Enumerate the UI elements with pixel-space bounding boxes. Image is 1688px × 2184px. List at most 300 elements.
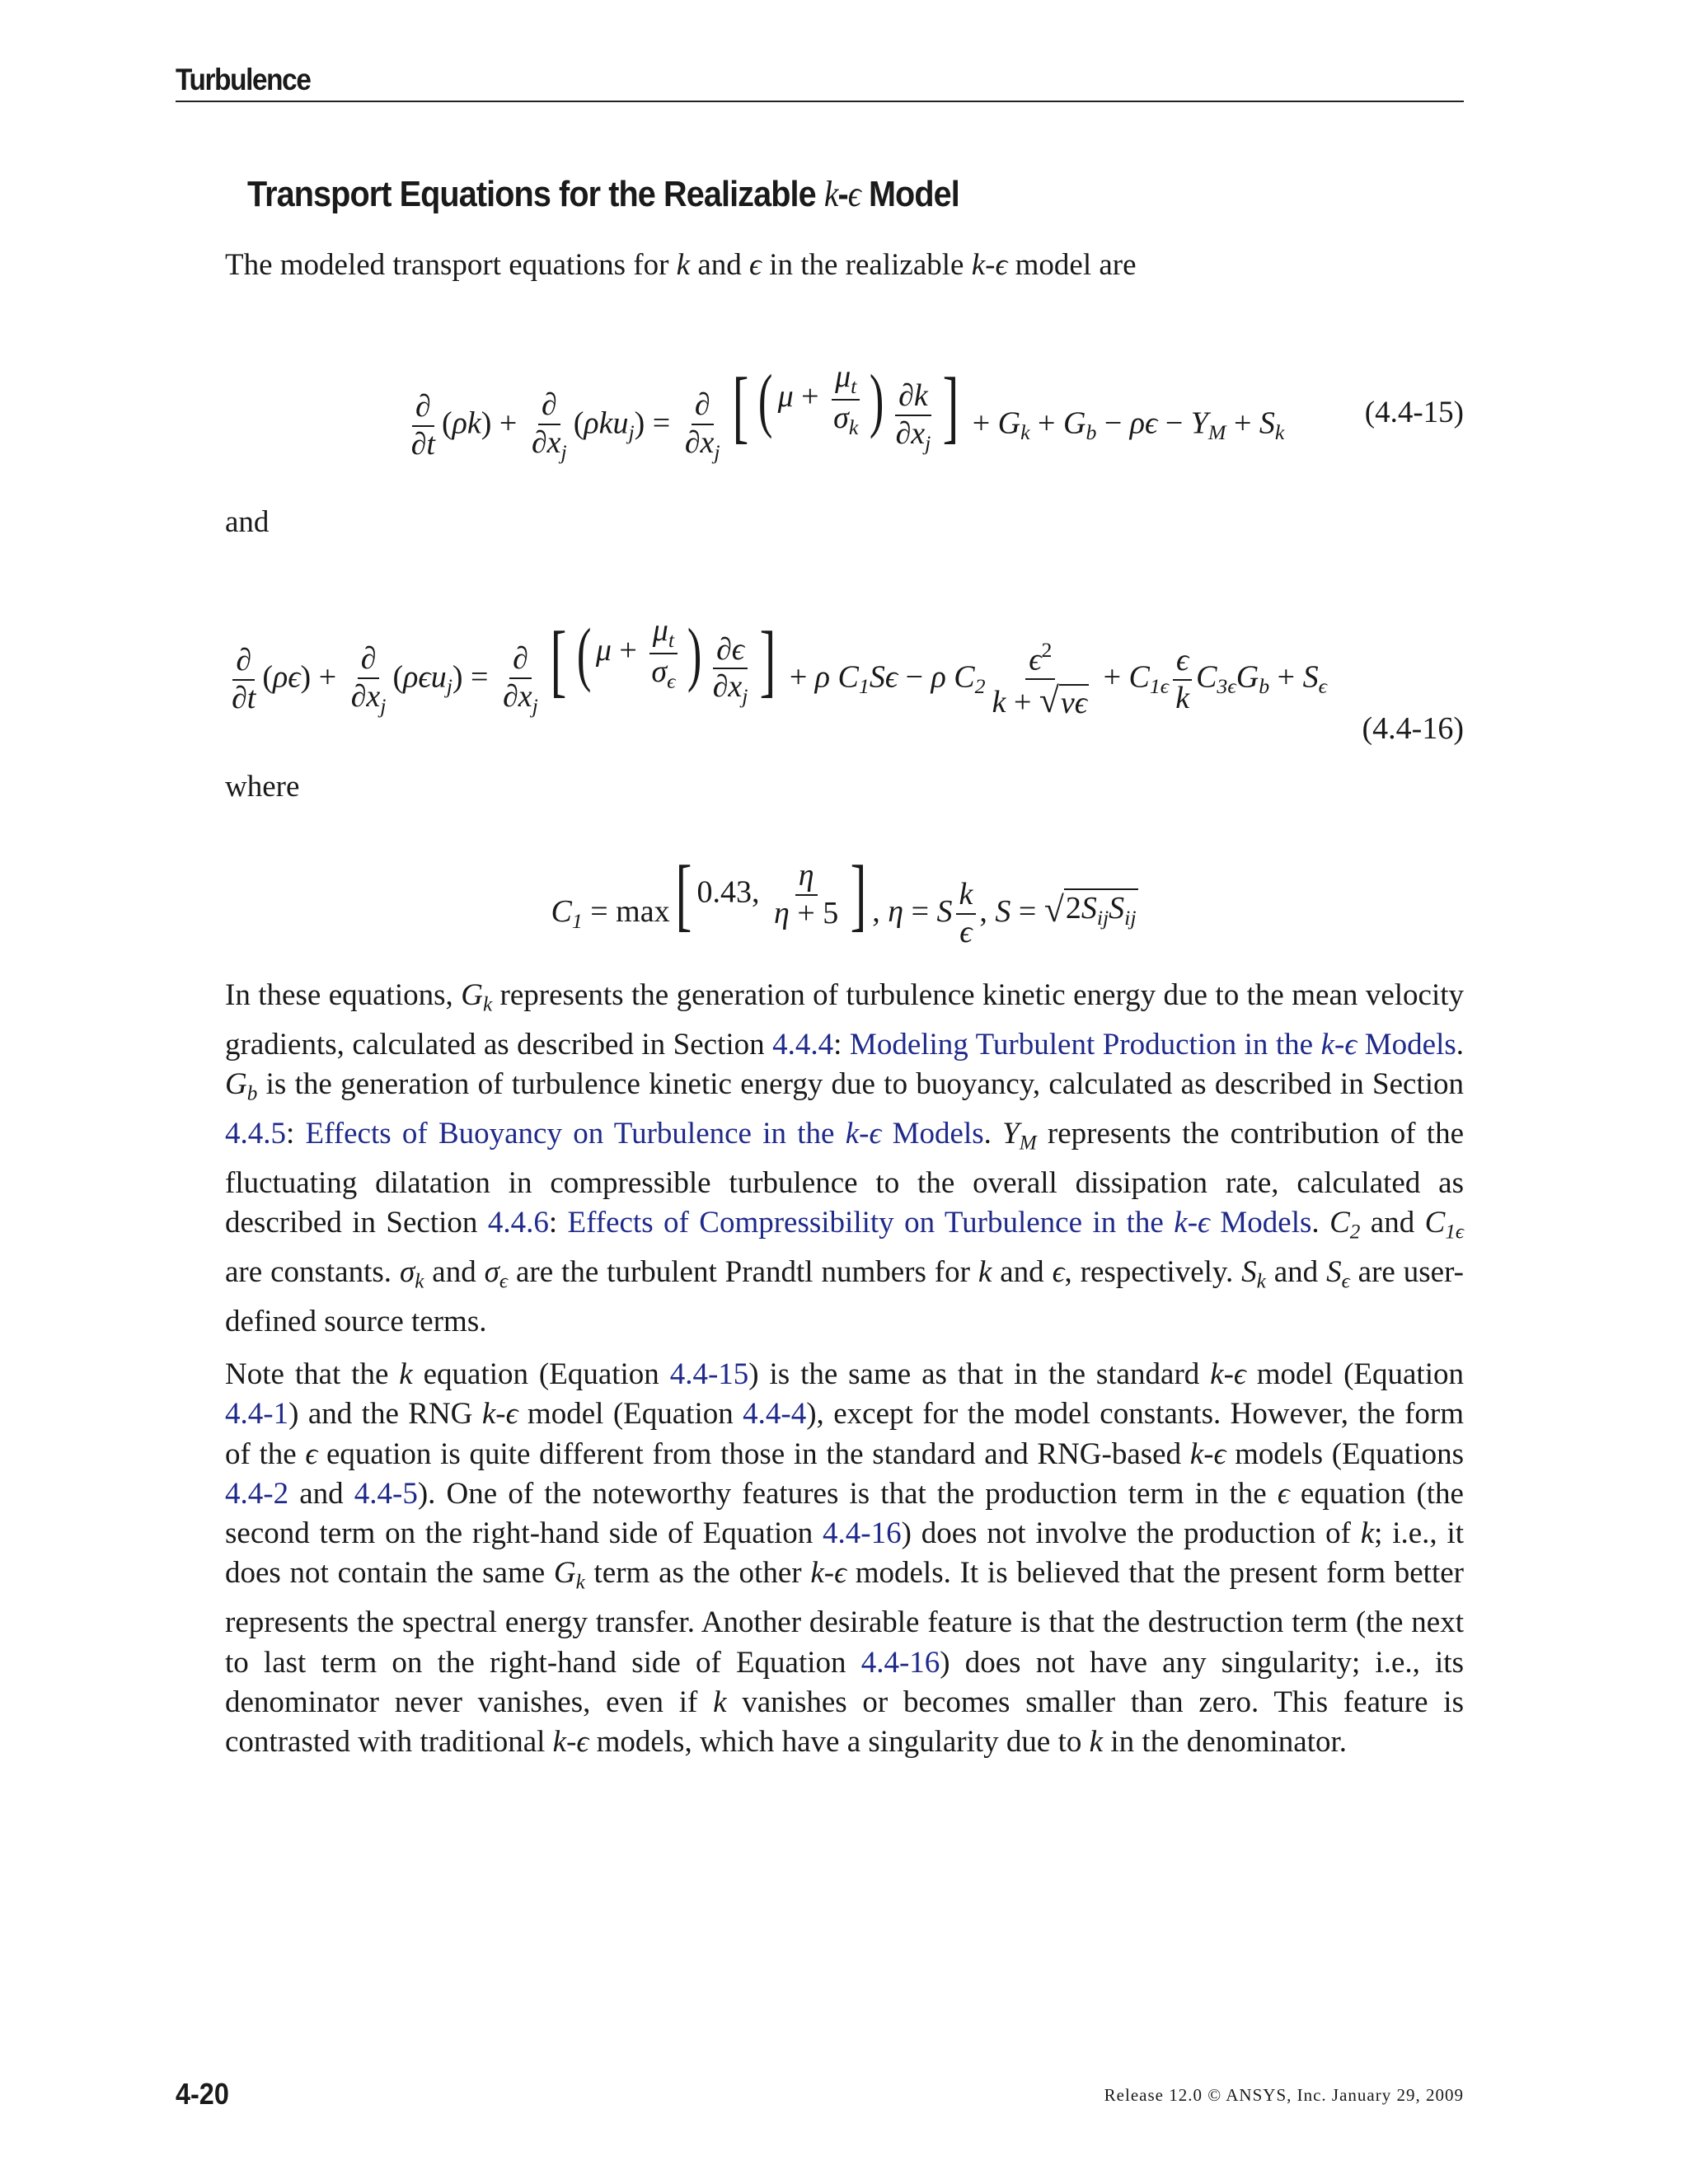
text-run: + — [1226, 405, 1259, 441]
header-rule — [176, 101, 1464, 102]
math-bracket-group — [670, 849, 873, 940]
math-variable: C — [1196, 659, 1217, 695]
fraction-denominator — [528, 425, 570, 464]
math-variable: x — [700, 425, 715, 461]
math-variable: k — [992, 685, 1006, 720]
open-bracket: [ — [732, 361, 748, 452]
math-variable: k — [399, 1357, 413, 1391]
text-run: 4.4.5 — [225, 1116, 286, 1151]
math-variable: ϵ — [1277, 1476, 1290, 1511]
math-subscript: k — [848, 415, 859, 439]
math-subscript: 1 — [858, 674, 870, 699]
text-run: + — [793, 379, 828, 415]
math-variable: σ — [833, 400, 849, 435]
math-variable: η — [888, 893, 904, 929]
cross-reference-link[interactable] — [225, 1397, 288, 1431]
text-run: 4.4-4 — [743, 1397, 807, 1432]
math-variable: S — [1326, 1254, 1342, 1289]
cross-reference-link[interactable] — [823, 1516, 902, 1550]
open-bracket: ( — [758, 359, 773, 440]
math-variable: G — [1236, 659, 1259, 695]
math-variable: k — [913, 377, 928, 413]
math-variable: σ — [651, 654, 668, 689]
cross-reference-link[interactable] — [670, 1357, 749, 1391]
math-bracket-group — [727, 359, 965, 455]
text-run: - — [837, 174, 848, 214]
text-run: ( — [392, 659, 404, 695]
text-run: 0.43, — [696, 874, 768, 910]
math-variable: ϵ — [1029, 642, 1042, 677]
text-run: are user-defined source terms. — [225, 1254, 1464, 1338]
math-variable: G — [553, 1556, 576, 1591]
math-fraction — [892, 378, 934, 455]
text-run: ) is the same as that in the standard — [748, 1357, 1211, 1391]
connector-where: where — [225, 770, 300, 804]
math-subscript: M — [1019, 1132, 1037, 1155]
math-fraction — [1172, 643, 1193, 716]
text-run: ∂ — [895, 415, 912, 451]
text-run: = — [1010, 893, 1044, 929]
text-run: The modeled transport equations for — [225, 248, 677, 282]
cross-reference-link[interactable] — [306, 1117, 984, 1151]
math-bracket-group — [572, 613, 706, 693]
text-run: ∂ — [502, 679, 518, 715]
math-variable: k — [1320, 1027, 1335, 1062]
math-subscript: ϵ — [499, 1270, 509, 1293]
math-variable: G — [461, 978, 483, 1012]
math-subscript: b — [1259, 674, 1270, 699]
math-subscript: k — [415, 1270, 424, 1293]
math-variable: μ — [835, 359, 851, 395]
math-subscript: j — [742, 684, 748, 709]
math-variable: ϵ — [305, 1436, 318, 1471]
fraction-denominator — [682, 425, 724, 464]
math-variable: σ — [484, 1254, 499, 1289]
text-run: - — [1223, 1357, 1234, 1391]
connector-and: and — [225, 505, 270, 539]
equation-4-4-16-number-row — [225, 709, 1464, 748]
math-subscript: k — [1256, 1270, 1266, 1293]
math-variable: k — [1174, 1206, 1188, 1240]
running-header: Turbulence — [176, 63, 311, 96]
sqrt-radicand — [1064, 888, 1138, 930]
math-variable: μ — [595, 633, 612, 668]
math-variable: k — [1189, 1436, 1204, 1471]
math-fraction — [228, 643, 259, 716]
math-variable: t — [426, 427, 435, 462]
text-run: ∂ — [712, 669, 729, 705]
text-run: ) does not have any singularity; i.e., its denominator never vanishes, even if — [225, 1645, 1464, 1719]
text-run: 4.4-16 — [860, 1645, 940, 1680]
text-run: . — [983, 1116, 1003, 1151]
math-variable: x — [911, 415, 926, 451]
fraction-numerator — [713, 632, 748, 670]
math-subscript: 1ϵ — [1445, 1221, 1465, 1244]
math-variable: C — [551, 893, 572, 929]
bracket-content — [753, 359, 937, 455]
math-variable: C — [1424, 1206, 1446, 1240]
text-run: . — [1311, 1206, 1330, 1240]
text-run: ; i.e., it does not contain the same — [225, 1516, 1465, 1591]
math-variable: ρϵ — [273, 659, 301, 695]
text-run: Note that the — [225, 1357, 400, 1391]
math-subscript: ij — [1096, 905, 1109, 930]
fraction-numerator — [795, 858, 818, 896]
text-run: − — [1096, 405, 1130, 441]
math-fraction — [499, 641, 542, 718]
text-run: models. It is believed that the present form better represents the spectral energy transfer. Another desirable feature is that the destruction term (the next to last term on the right-hand side of Equation — [225, 1556, 1464, 1680]
text-run: . — [1456, 1027, 1464, 1062]
bracket-content — [697, 858, 846, 931]
math-subscript: k — [575, 1572, 585, 1595]
text-run: In these equations, — [225, 978, 462, 1012]
math-variable: ρϵu — [403, 659, 447, 695]
math-variable: k — [676, 248, 691, 282]
fraction-numerator — [509, 641, 532, 679]
math-subscript: k — [482, 993, 493, 1016]
math-subscript: j — [446, 674, 452, 699]
math-variable: k — [1210, 1357, 1224, 1391]
text-run: - — [859, 1116, 870, 1151]
fraction-numerator — [895, 378, 931, 416]
text-run: = — [462, 659, 496, 695]
text-run: , respectively. — [1064, 1254, 1242, 1289]
math-variable: ϵ — [1052, 1254, 1065, 1289]
text-run: = — [903, 893, 937, 929]
math-subscript: 1ϵ — [1149, 674, 1170, 699]
fraction-numerator — [1025, 638, 1055, 680]
text-run: 4.4-1 — [225, 1397, 289, 1432]
text-run: + — [311, 659, 345, 695]
paragraph-2 — [225, 1355, 1464, 1763]
text-run: , — [979, 893, 996, 929]
math-subscript: t — [851, 374, 857, 399]
math-subscript: b — [1085, 420, 1097, 445]
text-run: models (Equations — [1226, 1436, 1464, 1471]
text-run: 4.4-2 — [225, 1476, 289, 1511]
math-subscript: j — [380, 693, 387, 718]
cross-reference-link[interactable] — [861, 1646, 940, 1680]
math-variable: ϵ — [869, 1116, 882, 1151]
math-variable: ϵ — [847, 174, 860, 214]
math-variable: ϵ — [749, 248, 762, 282]
math-subscript: j — [925, 430, 931, 455]
math-subscript: ϵ — [1341, 1270, 1350, 1293]
math-variable: ρ C — [814, 659, 859, 695]
text-run: and — [992, 1254, 1053, 1289]
cross-reference-link[interactable] — [225, 1117, 286, 1151]
math-subscript: ij — [1124, 905, 1137, 930]
equation-4-4-16 — [225, 613, 1464, 721]
cross-reference-link[interactable] — [488, 1206, 549, 1240]
cross-reference-link[interactable] — [850, 1028, 1456, 1062]
text-run: + — [1095, 659, 1129, 695]
text-run: term as the other — [584, 1556, 811, 1591]
text-run: ∂ — [513, 641, 528, 677]
math-variable: ϵ — [1233, 1357, 1246, 1391]
text-run: + — [964, 405, 998, 441]
open-bracket: [ — [550, 615, 567, 705]
intro-text — [225, 246, 1464, 285]
math-variable: x — [728, 669, 743, 705]
math-fraction — [528, 387, 570, 464]
cross-reference-link[interactable] — [225, 1477, 288, 1511]
release-info: Release 12.0 © ANSYS, Inc. January 29, 2009 — [1104, 2085, 1464, 2105]
math-variable: νϵ — [1060, 686, 1088, 721]
math-variable: Y — [1190, 405, 1208, 441]
math-variable: k — [845, 1116, 860, 1151]
math-variable: μ — [777, 379, 794, 415]
text-run: ∂ — [350, 679, 367, 715]
math-variable: ρϵ — [1129, 405, 1158, 441]
close-bracket: ] — [850, 849, 867, 940]
fraction-denominator — [830, 401, 861, 439]
math-fraction — [348, 641, 390, 718]
math-subscript: j — [628, 420, 635, 445]
math-variable: G — [1062, 405, 1086, 441]
fraction-numerator — [1173, 643, 1192, 681]
math-variable: x — [546, 425, 561, 461]
close-bracket: ) — [687, 613, 701, 694]
math-variable: S — [995, 893, 1011, 929]
text-run: ∂ — [684, 425, 701, 461]
text-run: : — [833, 1027, 850, 1062]
math-variable: η — [798, 858, 814, 893]
equation-body — [551, 849, 1137, 951]
text-run: are constants. — [225, 1254, 400, 1289]
text-run: + — [781, 659, 815, 695]
math-subscript: 3ϵ — [1217, 674, 1236, 699]
math-variable: ρku — [584, 405, 629, 441]
cross-reference-link[interactable] — [568, 1206, 1312, 1240]
fraction-numerator — [358, 641, 380, 679]
text-run: models, which have a singularity due to — [588, 1725, 1090, 1760]
math-subscript: 1 — [571, 908, 583, 933]
math-bracket-group — [545, 613, 782, 709]
text-run: ( — [262, 659, 273, 695]
math-variable: S — [1302, 659, 1319, 695]
text-run: model are — [1007, 248, 1137, 282]
equation-number: (4.4-15) — [1364, 395, 1464, 429]
math-variable: ϵ — [1175, 643, 1189, 678]
text-run: equation (the second term on the right-hand side of Equation — [225, 1476, 1464, 1551]
text-run: ∂ — [715, 631, 732, 667]
math-subscript: j — [560, 439, 567, 464]
text-run: ∂ — [236, 643, 252, 678]
text-run: model (Equation — [1245, 1357, 1464, 1391]
math-variable: σ — [399, 1254, 415, 1289]
text-run: ) — [481, 405, 492, 441]
text-run: represents the contribution of the fluctuating dilatation in compressible turbulence to the overall dissipation rate, calculated as described in Section — [225, 1116, 1464, 1240]
text-run: + — [1006, 685, 1039, 720]
text-run: Models — [1209, 1206, 1312, 1240]
math-variable: S — [1259, 405, 1275, 441]
math-variable: G — [997, 405, 1021, 441]
math-variable: ϵ — [834, 1556, 846, 1591]
text-run: ( — [573, 405, 584, 441]
math-fraction — [830, 359, 861, 439]
text-run: 4.4-16 — [823, 1516, 902, 1551]
text-run: - — [823, 1556, 835, 1591]
math-variable: S — [1081, 890, 1097, 926]
fraction-denominator — [710, 669, 752, 708]
text-run: - — [985, 248, 996, 282]
math-subscript: b — [246, 1082, 258, 1105]
text-run: 4.4.6 — [487, 1206, 549, 1240]
math-variable: k — [959, 877, 973, 912]
math-variable: C — [1128, 659, 1150, 695]
math-subscript: j — [714, 439, 720, 464]
fraction-numerator — [538, 387, 560, 425]
text-run: Effects of Buoyancy on Turbulence in the — [305, 1116, 846, 1151]
paragraph-1 — [225, 976, 1464, 1342]
text-run: + 5 — [789, 895, 839, 930]
math-variable: Y — [1002, 1116, 1020, 1151]
text-run: ∂ — [360, 641, 377, 677]
equation-c1-definition — [225, 849, 1464, 952]
equation-body — [405, 359, 1285, 464]
text-run: ) — [300, 659, 312, 695]
math-bracket-group — [753, 359, 889, 439]
text-run: vanishes or becomes smaller than zero. This feature is contrasted with traditional — [225, 1685, 1464, 1760]
fraction-numerator — [412, 389, 434, 427]
text-run: 4.4.4 — [772, 1027, 834, 1062]
text-run: ( — [441, 405, 452, 441]
math-variable: k — [713, 1685, 727, 1719]
bracket-content — [778, 359, 865, 439]
text-run: - — [1203, 1436, 1214, 1471]
text-run: - — [1334, 1027, 1345, 1062]
text-run: ∂ — [694, 387, 710, 423]
sqrt-icon: √ — [1043, 889, 1064, 930]
text-run: in the realizable — [761, 248, 972, 282]
math-variable: S — [1241, 1254, 1257, 1289]
text-run: , — [872, 893, 889, 929]
text-run: ). One of the noteworthy features is that the production term in the — [417, 1476, 1278, 1511]
math-fraction — [408, 389, 438, 462]
math-variable: S — [936, 893, 953, 929]
text-run: - — [1187, 1206, 1198, 1240]
math-variable: ρ C — [931, 659, 975, 695]
fraction-numerator — [692, 387, 714, 425]
math-subscript: M — [1207, 420, 1226, 445]
text-run: + — [1029, 405, 1063, 441]
text-run: and — [1360, 1206, 1425, 1240]
close-bracket: ] — [942, 361, 959, 452]
cross-reference-link[interactable] — [772, 1028, 833, 1062]
math-variable: x — [518, 679, 532, 715]
text-run: in the denominator. — [1103, 1725, 1348, 1760]
math-variable: k — [1360, 1516, 1375, 1551]
math-variable: G — [225, 1067, 247, 1102]
math-fraction — [956, 877, 977, 950]
cross-reference-link[interactable] — [354, 1477, 418, 1511]
math-fraction — [710, 632, 752, 709]
math-subscript: 2 — [1349, 1221, 1361, 1244]
math-variable: k — [1089, 1725, 1104, 1760]
cross-reference-link[interactable] — [743, 1397, 806, 1431]
text-run: equation (Equation — [412, 1357, 670, 1391]
section-title — [247, 173, 959, 215]
close-bracket: ] — [760, 615, 776, 705]
fraction-denominator — [771, 896, 842, 932]
math-fraction — [771, 858, 842, 931]
math-variable: k — [481, 1397, 496, 1432]
math-variable: ϵ — [959, 914, 973, 949]
math-variable: Sϵ — [869, 659, 898, 695]
math-subscript: k — [1020, 420, 1030, 445]
math-variable: x — [366, 679, 381, 715]
text-run: : — [286, 1116, 306, 1151]
page-number: 4-20 — [176, 2077, 229, 2111]
text-run: + — [491, 405, 525, 441]
math-subscript: t — [668, 628, 675, 653]
text-run: : — [548, 1206, 568, 1240]
math-superscript: 2 — [1041, 638, 1053, 663]
fraction-denominator — [892, 416, 934, 455]
text-run: − — [898, 659, 931, 695]
math-sqrt — [1044, 888, 1138, 930]
math-variable: t — [246, 680, 256, 715]
text-run: = max — [582, 893, 670, 929]
text-run: model (Equation — [518, 1397, 743, 1432]
math-variable: C — [1329, 1206, 1350, 1240]
math-variable: η — [774, 895, 790, 930]
math-variable: ϵ — [995, 248, 1008, 282]
text-run: ), except for the model constants. However, the form of the — [225, 1397, 1464, 1471]
text-run: 4.4-5 — [354, 1476, 418, 1511]
math-subscript: j — [532, 693, 538, 718]
math-variable: ϵ — [1213, 1436, 1226, 1471]
text-run: and — [1265, 1254, 1327, 1289]
math-subscript: k — [1274, 420, 1285, 445]
text-run: are the turbulent Prandtl numbers for — [508, 1254, 978, 1289]
fraction-numerator — [832, 359, 860, 400]
text-run: Models — [881, 1116, 984, 1151]
equation-4-4-15 — [225, 359, 1464, 464]
math-variable: ϵ — [731, 631, 745, 667]
math-variable: ϵ — [576, 1725, 589, 1760]
bracket-content — [572, 613, 755, 709]
math-variable: S — [1109, 890, 1125, 926]
text-run: Transport Equations for the Realizable — [247, 174, 824, 214]
math-variable: ϵ — [1198, 1206, 1210, 1240]
text-run: 4.4-15 — [669, 1357, 749, 1391]
text-run: - — [566, 1725, 577, 1760]
math-fraction — [648, 613, 678, 693]
text-run: equation is quite different from those in the standard and RNG-based — [317, 1436, 1190, 1471]
text-run: 2 — [1065, 890, 1081, 926]
text-run: ) — [452, 659, 463, 695]
math-subscript: 2 — [974, 674, 986, 699]
text-run: − — [1157, 405, 1191, 441]
math-variable: ϵ — [1344, 1027, 1357, 1062]
math-variable: k — [810, 1556, 824, 1591]
fraction-denominator — [408, 427, 438, 463]
text-run: ) does not involve the production of — [901, 1516, 1361, 1551]
math-subscript: ϵ — [667, 668, 676, 693]
math-variable: k — [971, 248, 986, 282]
text-run: Modeling Turbulent Production in the — [849, 1027, 1321, 1062]
math-fraction — [682, 387, 724, 464]
text-run: - — [495, 1397, 506, 1432]
math-variable: k — [823, 174, 838, 214]
text-run: and — [690, 248, 750, 282]
math-variable: ρk — [452, 405, 481, 441]
math-variable: μ — [652, 613, 668, 649]
text-run: ∂ — [898, 377, 914, 413]
text-run: ∂ — [410, 427, 427, 462]
